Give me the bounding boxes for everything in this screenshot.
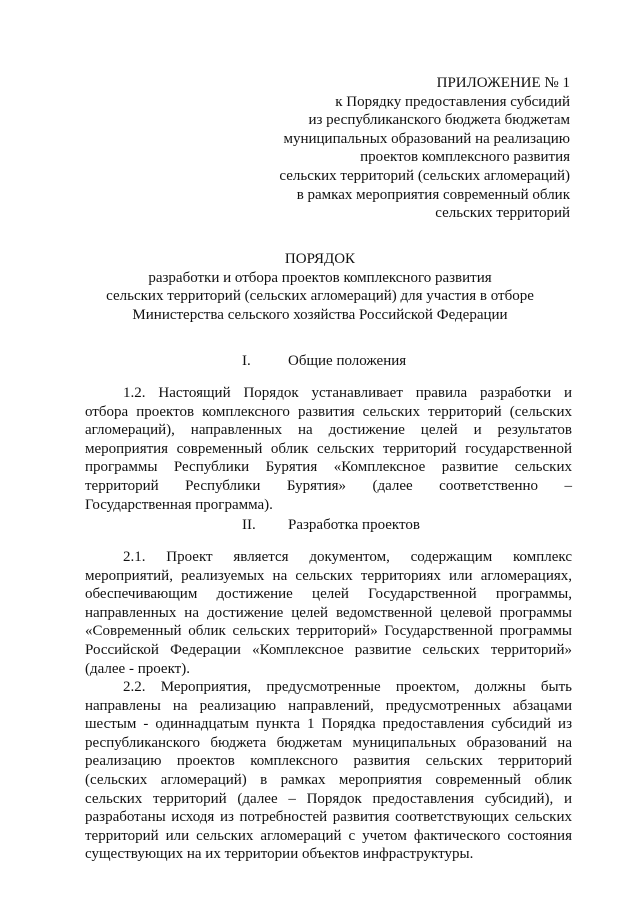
paragraph-line: отбора проектов комплексного развития сельских территорий (сельских (85, 403, 572, 420)
paragraph-line: существующих на их территории объектов инфраструктуры. (85, 846, 474, 863)
paragraph-line: 2.2. Мероприятия, предусмотренные проектом, должны быть (123, 679, 572, 695)
title-line: сельских территорий (сельских агломераций) для участия в отборе (106, 288, 534, 305)
paragraph-line: территорий или сельских агломераций с учетом фактического состояния (85, 827, 572, 844)
appendix-line: в рамках мероприятия современный облик (296, 186, 570, 203)
paragraph-2-1 (85, 548, 572, 678)
paragraph-line: 1.2. Настоящий Порядок устанавливает правила разработки и (123, 385, 572, 401)
paragraph-line: республиканского бюджета бюджетам муниципальных образований на (85, 734, 572, 751)
appendix-line: ПРИЛОЖЕНИЕ № 1 (436, 75, 570, 91)
appendix-header (150, 74, 570, 223)
paragraph-line: направлены на реализацию направлений, предусмотренных абзацами (85, 697, 572, 714)
paragraph-line: мероприятия современный облик сельских территорий государственной (85, 440, 572, 457)
paragraph-line: Российской Федерации «Комплексное развитие сельских территорий» (85, 641, 572, 658)
paragraph-line: сельских территорий (далее – Порядок предоставления субсидий), и (85, 790, 572, 807)
paragraph-line: направленных на достижение целей ведомственной целевой программы (85, 604, 572, 621)
paragraph-line: территорий Республики Бурятия» (далее соответственно – (85, 477, 572, 494)
paragraph-1-2 (85, 384, 572, 514)
appendix-line: сельских территорий (сельских агломераций) (279, 167, 570, 184)
paragraph-line: мероприятий, реализуемых на сельских территориях или агломерациях, (85, 567, 572, 584)
paragraph-line: реализацию проектов комплексного развития сельских территорий (85, 753, 572, 770)
paragraph-2-2 (85, 678, 572, 864)
section-title: Разработка проектов (288, 517, 420, 533)
section-title: Общие положения (288, 353, 407, 369)
paragraph-line: агломераций), направленных на достижение целей и результатов (85, 422, 572, 439)
section-number: I. (242, 353, 251, 369)
paragraph-line: разработаны исходя из потребностей развития соответствующих сельских (85, 809, 572, 826)
appendix-line: муниципальных образований на реализацию (283, 130, 570, 147)
title-line: разработки и отбора проектов комплексного развития (148, 269, 492, 286)
appendix-line: проектов комплексного развития (360, 149, 570, 166)
paragraph-line: обеспечивающим достижение целей Государственной программы, (85, 586, 572, 603)
document-title (70, 250, 570, 324)
title-line: ПОРЯДОК (284, 251, 356, 267)
paragraph-line: «Современный облик сельских территорий» Государственной программы (85, 623, 572, 640)
appendix-line: сельских территорий (435, 205, 570, 222)
appendix-line: из республиканского бюджета бюджетам (308, 112, 570, 129)
section-number: II. (242, 517, 256, 533)
paragraph-line: программы Республики Бурятия «Комплексное развитие сельских (85, 459, 572, 476)
appendix-line: к Порядку предоставления субсидий (335, 93, 570, 110)
paragraph-line: шестым - одиннадцатым пункта 1 Порядка предоставления субсидий из (85, 716, 572, 733)
paragraph-line: (сельских агломераций) в рамках мероприятия современный облик (85, 771, 572, 788)
title-line: Министерства сельского хозяйства Российской Федерации (132, 306, 508, 323)
paragraph-line: Государственная программа). (85, 496, 273, 513)
paragraph-line: (далее - проект). (85, 660, 190, 677)
paragraph-line: 2.1. Проект является документом, содержащим комплекс (123, 549, 572, 565)
